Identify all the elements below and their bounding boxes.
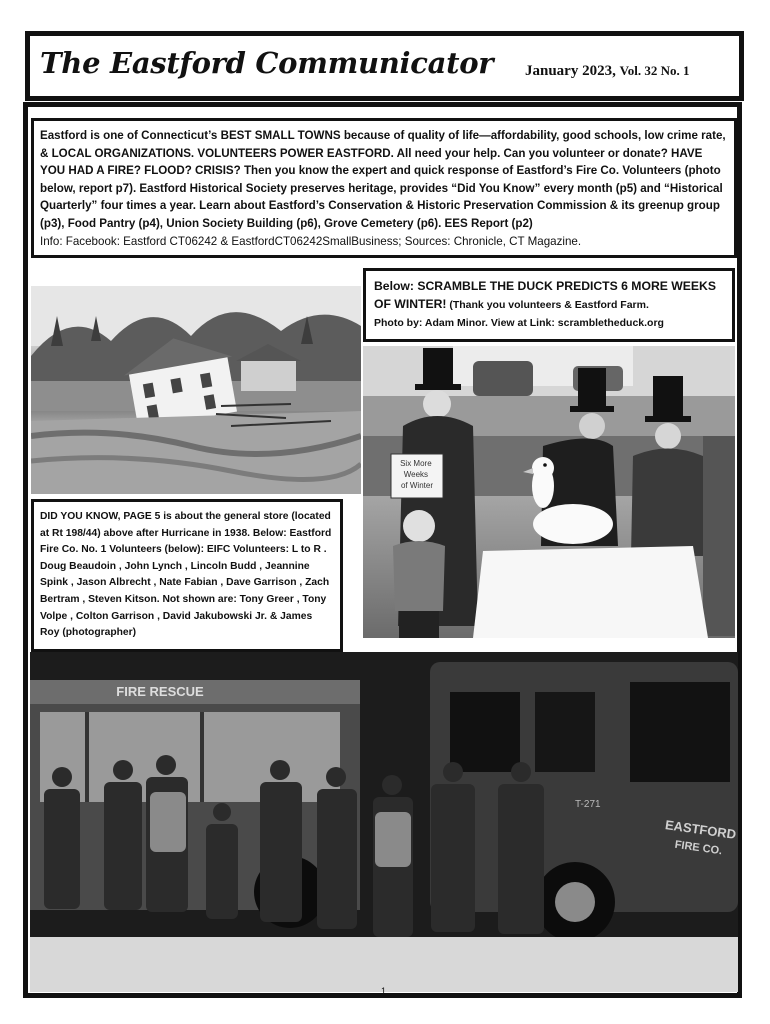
newsletter-title: The Eastford Communicator — [40, 46, 494, 80]
duck-sign-text: Six More Weeks of Winter — [400, 459, 434, 490]
did-you-know-box — [31, 499, 343, 652]
truck-unit-number: T-271 — [575, 799, 601, 810]
hurricane-house-photo — [31, 286, 361, 494]
intro-info: Info: Facebook: Eastford CT06242 & EastfordCT06242SmallBusiness; Sources: Chronicle, CT Magazine. — [40, 234, 582, 248]
fire-company-illustration — [30, 652, 738, 992]
duck-caption-title: Below: SCRAMBLE THE DUCK PREDICTS 6 MORE WEEKS OF WINTER! — [374, 279, 716, 311]
fire-company-photo — [30, 652, 738, 992]
top-hat-1 — [423, 348, 453, 386]
masthead — [25, 31, 744, 101]
intro-box — [31, 118, 737, 258]
issue-volume: Vol. 32 No. 1 — [619, 63, 690, 78]
did-you-know-text: DID YOU KNOW, PAGE 5 is about the general store (located at Rt 198/44) above after Hurricane in 1938. Below: Eastford Fire Co. No. 1 Volunteers (below): EIFC Volunteers: L to R . Doug Beaudoin , John Lynch , Lincoln Budd , Jeannine Spink , Jason Albrecht , Nate Fabian , Dave Garrison , Zach Bertram , Steven Kitson. Not shown are: Tony Greer , Tony Volpe , Colton Garrison , David Jakubowski Jr. & James Roy (photographer) — [40, 511, 332, 639]
issue-date-text: January 2023, — [525, 63, 616, 79]
scramble-duck-illustration — [363, 346, 735, 638]
duck-caption-photo-credit: Photo by: Adam Minor. View at Link: scrambletheduck.org — [374, 317, 664, 329]
page-number: 1 — [381, 986, 387, 996]
scramble-duck-photo — [363, 346, 735, 638]
issue-date — [525, 63, 690, 80]
top-hat-3 — [653, 376, 683, 418]
duck-body — [533, 504, 613, 544]
fire-rescue-sign: FIRE RESCUE — [116, 684, 204, 699]
duck-caption-thanks: (Thank you volunteers & Eastford Farm. — [446, 299, 649, 311]
duck-caption-box — [363, 268, 735, 342]
door-eastford-text: EASTFORD — [664, 817, 738, 842]
top-hat-2 — [578, 368, 606, 408]
door-fire-co-text: FIRE CO. — [673, 838, 723, 858]
hurricane-house-illustration — [31, 286, 361, 494]
intro-text: Eastford is one of Connecticut’s BEST SMALL TOWNS because of quality of life—affordability, good schools, low crime rate, & LOCAL ORGANIZATIONS. VOLUNTEERS POWER EASTFORD. All need your help. Can you volunteer or donate? HAVE YOU HAD A FIRE? FLOOD? CRISIS? Then you know the expert and quick response of Eastford’s Fire Co. Volunteers (photo below, report p7). Eastford Historical Society preserves heritage, provides “Did You Know” every month (p5) and “Historical Quarterly” four times a year. Learn about Eastford’s Conservation & Historic Preservation Commission & its greenup group (p3), Food Pantry (p4), Union Society Building (p6), Grove Cemetery (p6). EES Report (p2) — [40, 129, 726, 230]
